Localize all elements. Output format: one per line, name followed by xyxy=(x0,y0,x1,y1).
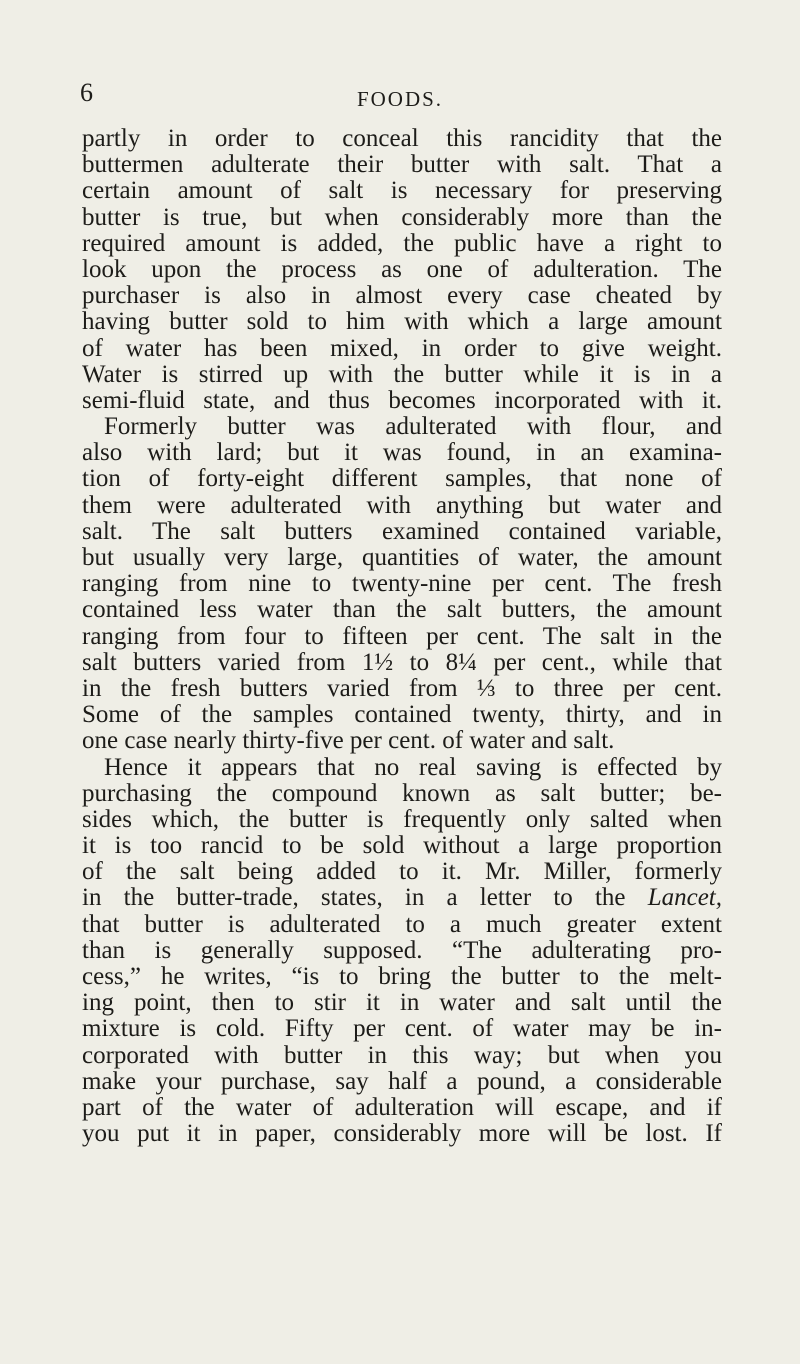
text-line: that butter is adulterated to a much greater extent xyxy=(82,910,722,938)
text-segment: in the butter-trade, states, in a letter to the xyxy=(82,884,648,912)
text-line: required amount is added, the public have a right to xyxy=(82,229,722,257)
text-line: ranging from nine to twenty-nine per cent. The fresh xyxy=(82,570,722,598)
text-line: having butter sold to him with which a large amount xyxy=(82,308,722,336)
text-line: but usually very large, quantities of water, the amount xyxy=(82,544,722,571)
text-line: Water is stirred up with the butter while it is in a xyxy=(82,360,722,388)
text-line: of the salt being added to it. Mr. Miller, formerly xyxy=(82,858,722,886)
text-line: butter is true, but when considerably more than the xyxy=(82,203,722,231)
text-line: Some of the samples contained twenty, thirty, and in xyxy=(82,701,722,729)
text-line: also with lard; but it was found, in an examina- xyxy=(82,439,722,467)
text-line: you put it in paper, considerably more will be lost. If xyxy=(82,1120,722,1148)
text-line: make your purchase, say half a pound, a considerable xyxy=(82,1067,722,1095)
text-line: Hence it appears that no real saving is effected by xyxy=(104,753,722,781)
running-title: FOODS. xyxy=(356,87,444,111)
text-line: salt butters varied from 1½ to 8¼ per cent., while that xyxy=(82,648,722,676)
text-line: purchasing the compound known as salt butter; be- xyxy=(82,779,722,807)
text-line: mixture is cold. Fifty per cent. of water may be in- xyxy=(82,1015,722,1043)
text-line: cess,” he writes, “is to bring the butter to the melt- xyxy=(82,963,722,990)
text-line: sides which, the butter is frequently only salted when xyxy=(82,805,722,833)
text-line: semi-fluid state, and thus becomes incorporated with it. xyxy=(82,386,722,414)
text-line: of water has been mixed, in order to give weight. xyxy=(82,334,722,362)
body-text xyxy=(82,126,722,1147)
text-line: look upon the process as one of adulteration. The xyxy=(82,255,722,283)
text-line: ing point, then to stir it in water and salt until the xyxy=(82,989,722,1017)
text-line: Formerly butter was adulterated with flour, and xyxy=(104,413,722,441)
text-line xyxy=(82,885,722,911)
text-line: contained less water than the salt butters, the amount xyxy=(82,596,722,624)
text-line: partly in order to conceal this rancidity that the xyxy=(82,125,722,152)
text-line: purchaser is also in almost every case cheated by xyxy=(82,282,722,310)
text-line: certain amount of salt is necessary for preserving xyxy=(82,177,722,205)
text-line: buttermen adulterate their butter with salt. That a xyxy=(82,151,722,179)
text-line: one case nearly thirty-five per cent. of water and salt. xyxy=(82,727,615,755)
text-line: them were adulterated with anything but water and xyxy=(82,491,722,519)
text-line: salt. The salt butters examined contained variable, xyxy=(82,517,722,545)
italic-title: Lancet, xyxy=(647,884,722,912)
text-line: than is generally supposed. “The adulterating pro- xyxy=(82,936,722,964)
page-number: 6 xyxy=(80,78,93,107)
text-line: tion of forty-eight different samples, that none of xyxy=(82,465,722,493)
text-line: in the fresh butters varied from ⅓ to three per cent. xyxy=(82,674,722,702)
text-line: it is too rancid to be sold without a large proportion xyxy=(82,832,722,860)
text-line: part of the water of adulteration will escape, and if xyxy=(82,1093,722,1121)
text-line: ranging from four to fifteen per cent. The salt in the xyxy=(82,622,722,650)
text-line: corporated with butter in this way; but when you xyxy=(82,1041,722,1069)
